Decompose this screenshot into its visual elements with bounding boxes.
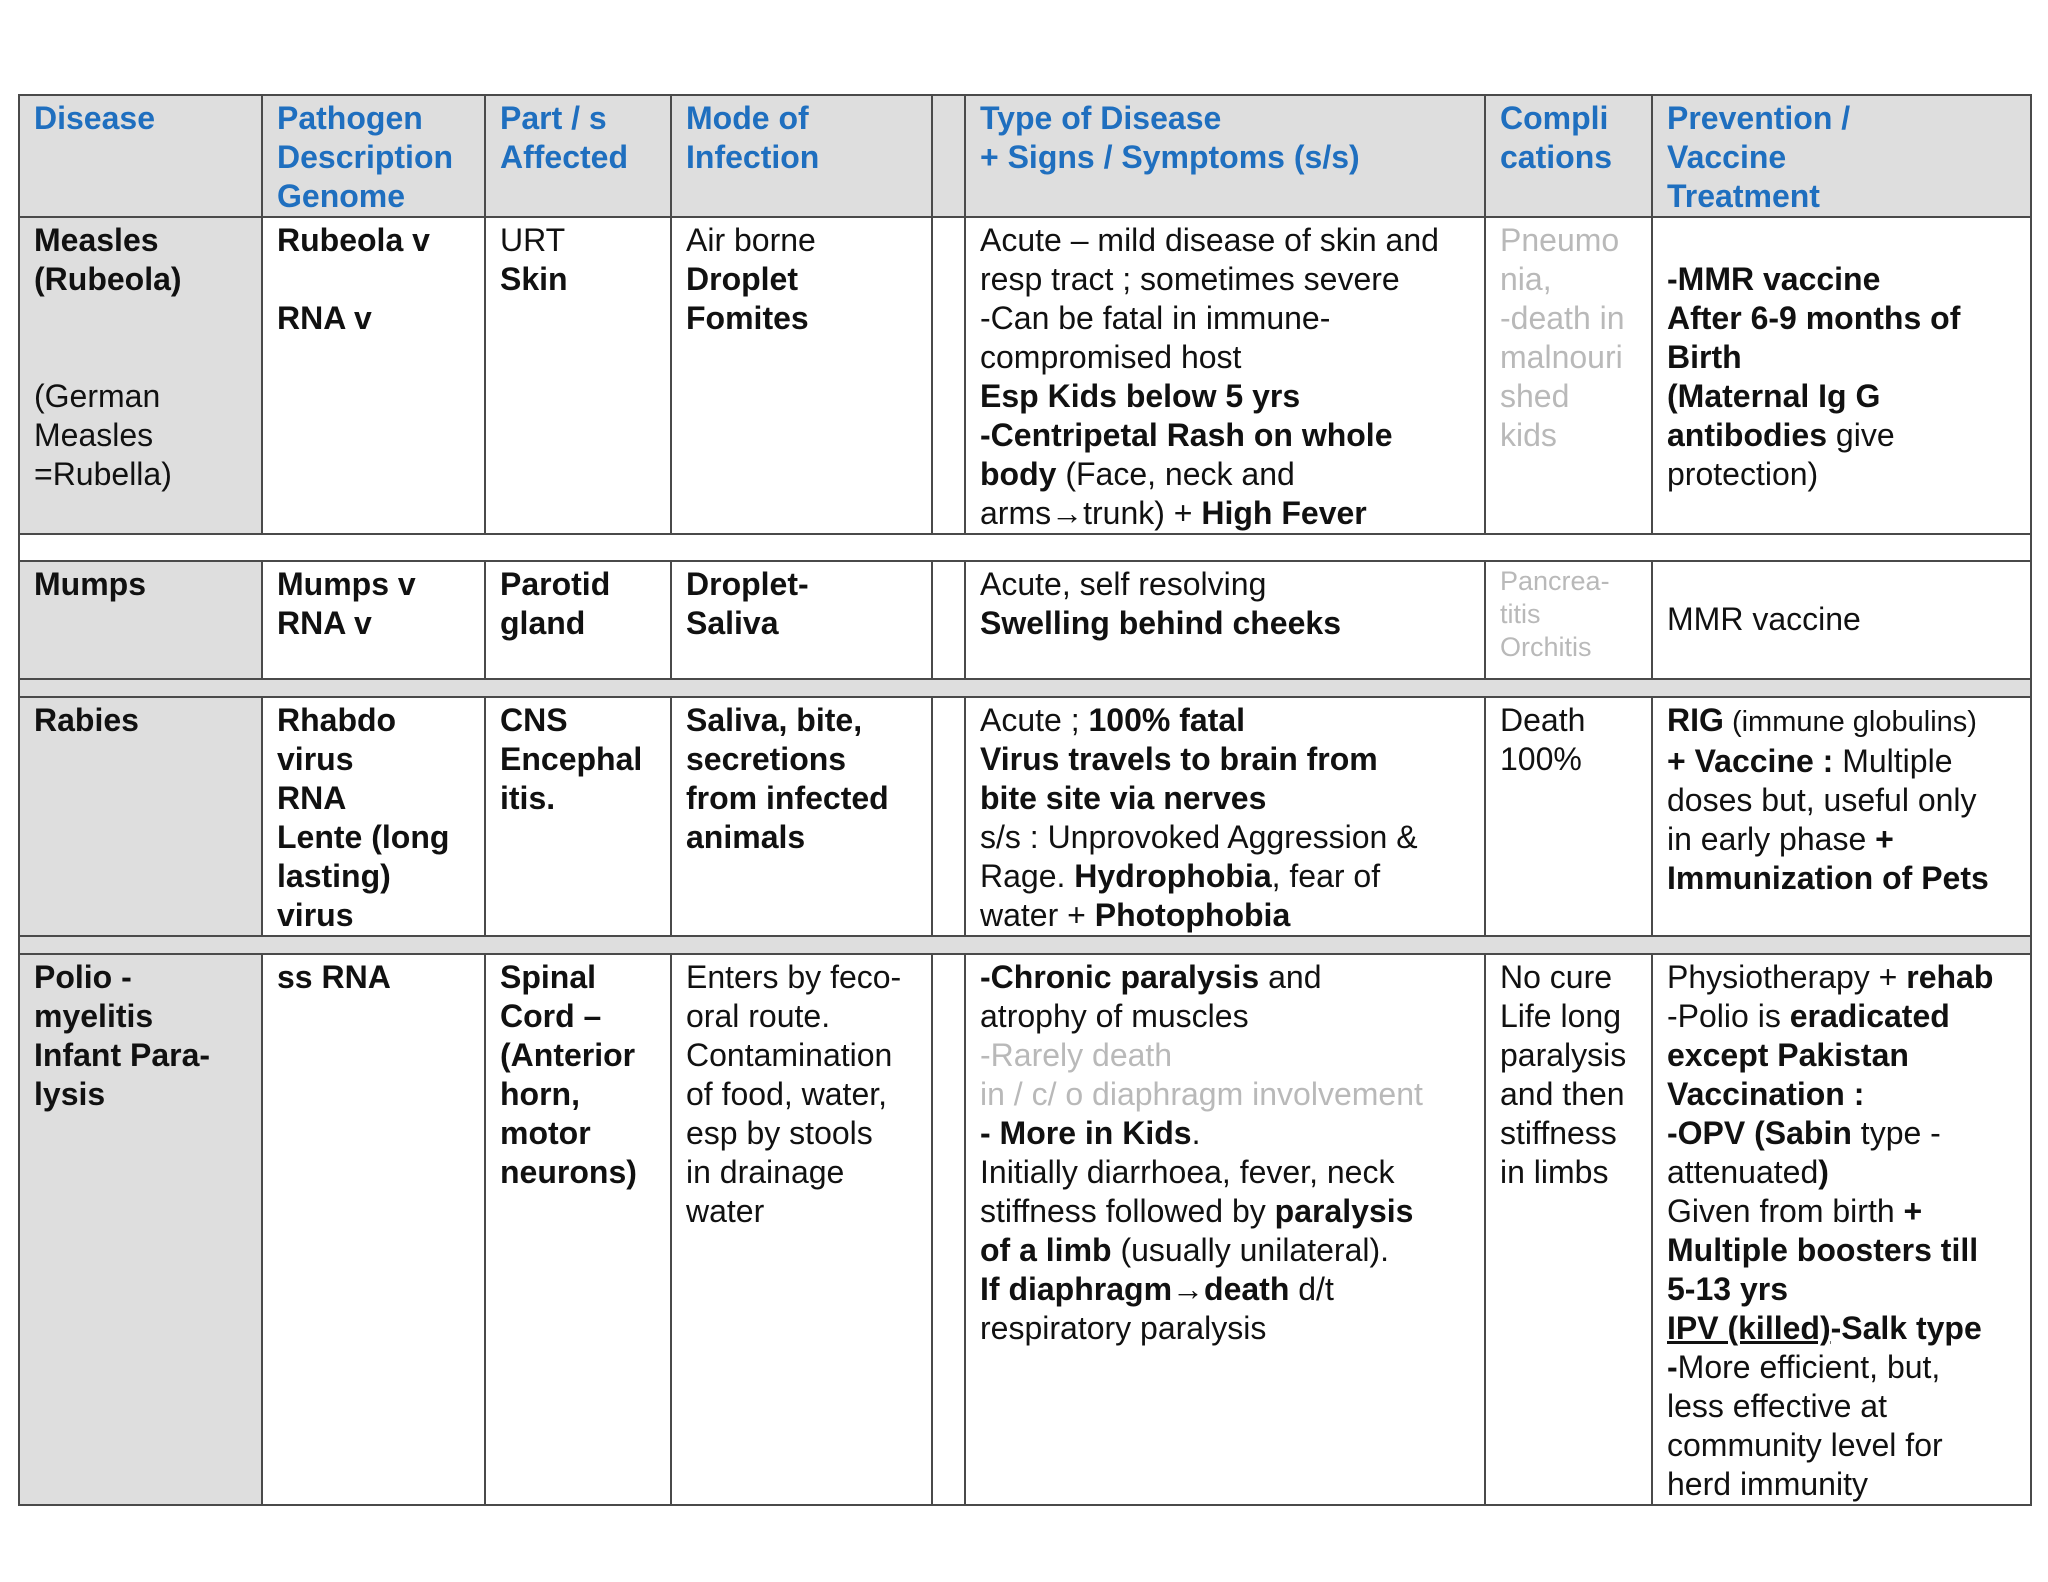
disease-cell: Polio - myelitis Infant Para- lysis — [19, 954, 262, 1505]
type-cell: Acute – mild disease of skin and resp tract ; sometimes severe -Can be fatal in immune- compromised host Esp Kids below 5 yrs -Centripetal Rash on whole body (Face, neck and arms→trunk) + High Fever — [965, 217, 1485, 534]
header-row — [19, 95, 2031, 217]
mode-cell: Droplet- Saliva — [671, 561, 932, 679]
header-disease: Disease — [19, 95, 262, 217]
mode-cell: Enters by feco- oral route. Contamination of food, water, esp by stools in drainage water — [671, 954, 932, 1505]
pathogen-cell: Rubeola v RNA v — [262, 217, 485, 534]
prevention-cell: Physiotherapy + rehab -Polio is eradicated except Pakistan Vaccination : -OPV (Sabin type - attenuated) Given from birth + Multiple boosters till 5-13 yrs IPV (killed)-Salk type -More efficient, but, less effective at community level for herd immunity — [1652, 954, 2031, 1505]
row-spacer — [19, 936, 2031, 954]
prevention-cell: -MMR vaccine After 6-9 months of Birth (Maternal Ig G antibodies give protection) — [1652, 217, 2031, 534]
header-pathogen: Pathogen Description Genome — [262, 95, 485, 217]
type-cell: Acute ; 100% fatal Virus travels to brain from bite site via nerves s/s : Unprovoked Aggression & Rage. Hydrophobia, fear of water + Photophobia — [965, 697, 1485, 936]
type-cell: Acute, self resolving Swelling behind cheeks — [965, 561, 1485, 679]
complications-cell: Death 100% — [1485, 697, 1652, 936]
table-row-rabies — [19, 697, 2031, 936]
gap-cell — [932, 561, 965, 679]
gap-cell — [932, 697, 965, 936]
header-prevention: Prevention / Vaccine Treatment — [1652, 95, 2031, 217]
type-cell: -Chronic paralysis and atrophy of muscles -Rarely death in / c/ o diaphragm involvement - More in Kids. Initially diarrhoea, fever, neck stiffness followed by paralysis of a limb (usually unilateral). If diaphragm→death d/t respiratory paralysis — [965, 954, 1485, 1505]
row-spacer — [19, 679, 2031, 697]
prevention-cell: RIG (immune globulins) + Vaccine : Multiple doses but, useful only in early phase + Immunization of Pets — [1652, 697, 2031, 936]
table-row-mumps — [19, 561, 2031, 679]
disease-cell: Mumps — [19, 561, 262, 679]
header-mode-of-infection: Mode of Infection — [671, 95, 932, 217]
parts-cell: URT Skin — [485, 217, 671, 534]
complications-cell: Pneumo nia, -death in malnouri shed kids — [1485, 217, 1652, 534]
gap-cell — [932, 217, 965, 534]
disease-cell: Measles (Rubeola) (German Measles =Rubella) — [19, 217, 262, 534]
parts-cell: CNS Encephal itis. — [485, 697, 671, 936]
prevention-cell: MMR vaccine — [1652, 561, 2031, 679]
header-type-of-disease: Type of Disease + Signs / Symptoms (s/s) — [965, 95, 1485, 217]
header-parts-affected: Part / s Affected — [485, 95, 671, 217]
mode-cell: Air borne Droplet Fomites — [671, 217, 932, 534]
pathogen-cell: ss RNA — [262, 954, 485, 1505]
parts-cell: Parotid gland — [485, 561, 671, 679]
disease-cell: Rabies — [19, 697, 262, 936]
header-complications: Compli cations — [1485, 95, 1652, 217]
disease-table — [18, 94, 2032, 1506]
pathogen-cell: Mumps v RNA v — [262, 561, 485, 679]
table-row-polio — [19, 954, 2031, 1505]
pathogen-cell: Rhabdo virus RNA Lente (long lasting) virus — [262, 697, 485, 936]
disease-table-sheet — [18, 94, 2030, 1506]
table-row-measles — [19, 217, 2031, 534]
header-gap-column — [932, 95, 965, 217]
parts-cell: Spinal Cord – (Anterior horn, motor neurons) — [485, 954, 671, 1505]
complications-cell: No cure Life long paralysis and then stiffness in limbs — [1485, 954, 1652, 1505]
mode-cell: Saliva, bite, secretions from infected animals — [671, 697, 932, 936]
gap-cell — [932, 954, 965, 1505]
row-spacer — [19, 534, 2031, 561]
complications-cell: Pancrea- titis Orchitis — [1485, 561, 1652, 679]
